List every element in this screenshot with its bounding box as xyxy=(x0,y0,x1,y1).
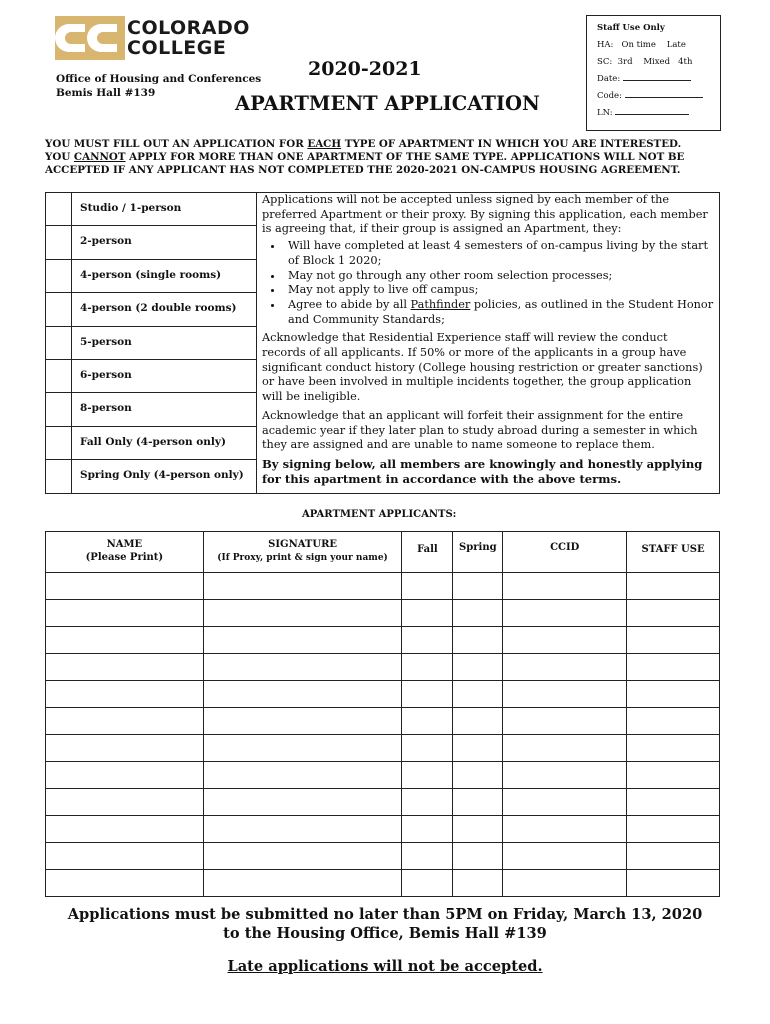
apartment-type-row xyxy=(46,293,256,326)
signing-statement: By signing below, all members are knowingly and honestly applying for this apartment in accordance with the above terms. xyxy=(262,456,703,486)
signature-cell[interactable] xyxy=(203,681,402,708)
name-cell[interactable] xyxy=(46,681,204,708)
signature-cell[interactable] xyxy=(203,573,402,600)
staff-code-row[interactable]: Code: xyxy=(597,88,720,105)
staff-use-cell[interactable] xyxy=(627,600,720,627)
apartment-type-row xyxy=(46,260,256,293)
staff-use-cell[interactable] xyxy=(627,789,720,816)
apartment-type-checkbox[interactable] xyxy=(46,327,72,359)
apartment-type-label: 4-person (2 double rooms) xyxy=(80,302,237,315)
apartment-type-row xyxy=(46,360,256,393)
staff-use-cell[interactable] xyxy=(627,708,720,735)
applicant-row xyxy=(46,681,720,708)
ccid-cell[interactable] xyxy=(503,870,627,897)
fall-cell[interactable] xyxy=(402,735,453,762)
staff-use-cell[interactable] xyxy=(627,681,720,708)
staff-use-cell[interactable] xyxy=(627,573,720,600)
apartment-type-row xyxy=(46,193,256,226)
apartment-type-list xyxy=(46,193,257,493)
office-address: Office of Housing and Conferences Bemis Hall #139 xyxy=(56,73,262,99)
staff-use-cell[interactable] xyxy=(627,870,720,897)
applicant-row xyxy=(46,708,720,735)
spring-cell[interactable] xyxy=(453,654,503,681)
signature-cell[interactable] xyxy=(203,870,402,897)
fall-cell[interactable] xyxy=(402,708,453,735)
ccid-cell[interactable] xyxy=(503,600,627,627)
academic-year: 2020-2021 xyxy=(308,58,422,80)
name-cell[interactable] xyxy=(46,870,204,897)
apartment-type-row xyxy=(46,427,256,460)
name-cell[interactable] xyxy=(46,843,204,870)
staff-ha-row: HA: On time Late xyxy=(597,40,686,50)
staff-use-cell[interactable] xyxy=(627,816,720,843)
apartment-type-label: 8-person xyxy=(80,402,132,415)
spring-cell[interactable] xyxy=(453,600,503,627)
terms-item: • May not go through any other room selection processes; xyxy=(284,269,714,284)
application-terms: Applications will not be accepted unless signed by each member of the preferred Apartment or their proxy. By signing this application, each member is agreeing that, if their group is assigned an Apartment, they: • Will have completed at least 4 semesters of on-campus living by the start of Block 1 2020; • May not go through any other room selection processes; • May not apply to live off campus; • Agree to abide by all Pathfinder policies, as outlined in the Student Honor and Community Standards; Acknowledge that Residential Experience staff will review the conduct records of all applicants. If 50% or more of the applicants in a group have significant conduct history (College housing restriction or greater sanctions) or have been involved in multiple incidents together, the group application will be ineligible. Acknowledge that an applicant will forfeit their assignment for the entire academic year if they later plan to study abroad during a semester in which they are assigned and are unable to name someone to replace them. By signing below, all members are knowingly and honestly applying for this apartment in accordance with the above terms. xyxy=(262,193,714,486)
apartment-type-section xyxy=(45,192,720,494)
staff-ln-row[interactable]: LN: xyxy=(597,105,720,122)
spring-cell[interactable] xyxy=(453,681,503,708)
ccid-cell[interactable] xyxy=(503,762,627,789)
college-logo-text: COLORADO COLLEGE xyxy=(127,17,250,59)
fall-cell[interactable] xyxy=(402,681,453,708)
ccid-cell[interactable] xyxy=(503,708,627,735)
spring-cell[interactable] xyxy=(453,789,503,816)
col-staff-use: STAFF USE xyxy=(627,532,720,573)
fall-cell[interactable] xyxy=(402,843,453,870)
fall-cell[interactable] xyxy=(402,627,453,654)
apartment-type-label: Studio / 1-person xyxy=(80,202,182,214)
name-cell[interactable] xyxy=(46,789,204,816)
fall-cell[interactable] xyxy=(402,600,453,627)
apartment-type-checkbox[interactable] xyxy=(46,260,72,292)
signature-cell[interactable] xyxy=(203,843,402,870)
name-cell[interactable] xyxy=(46,708,204,735)
signature-cell[interactable] xyxy=(203,735,402,762)
apartment-type-checkbox[interactable] xyxy=(46,226,72,258)
spring-cell[interactable] xyxy=(453,843,503,870)
applicants-title: APARTMENT APPLICANTS: xyxy=(302,509,457,520)
name-cell[interactable] xyxy=(46,573,204,600)
applicant-row xyxy=(46,843,720,870)
col-ccid: CCID xyxy=(503,532,627,573)
fall-cell[interactable] xyxy=(402,816,453,843)
application-notice: YOU MUST FILL OUT AN APPLICATION FOR EACH TYPE OF APARTMENT IN WHICH YOU ARE INTERESTED. YOU CANNOT APPLY FOR MORE THAN ONE APARTMENT OF THE SAME TYPE. APPLICATIONS WILL NOT BE ACCEPTED IF ANY APPLICANT HAS NOT COMPLETED THE 2020-2021 ON-CAMPUS HOUSING AGREEMENT. xyxy=(45,138,685,176)
apartment-type-row xyxy=(46,327,256,360)
terms-item: • Will have completed at least 4 semesters of on-campus living by the start of Block 1 2020; xyxy=(284,239,714,268)
apartment-type-row xyxy=(46,226,256,259)
apartment-type-checkbox[interactable] xyxy=(46,393,72,425)
spring-cell[interactable] xyxy=(453,627,503,654)
staff-date-row[interactable]: Date: xyxy=(597,71,720,88)
signature-cell[interactable] xyxy=(203,600,402,627)
signature-cell[interactable] xyxy=(203,627,402,654)
name-cell[interactable] xyxy=(46,627,204,654)
ccid-cell[interactable] xyxy=(503,627,627,654)
spring-cell[interactable] xyxy=(453,762,503,789)
ccid-cell[interactable] xyxy=(503,735,627,762)
late-notice: Late applications will not be accepted. xyxy=(227,958,543,975)
fall-cell[interactable] xyxy=(402,762,453,789)
applicant-row xyxy=(46,627,720,654)
applicant-row xyxy=(46,735,720,762)
apartment-type-label: Fall Only (4-person only) xyxy=(80,435,226,448)
name-cell[interactable] xyxy=(46,735,204,762)
staff-sc-row: SC: 3rd Mixed 4th xyxy=(597,57,693,67)
college-logo-mark-icon xyxy=(55,16,125,60)
signature-cell[interactable] xyxy=(203,816,402,843)
applicant-row xyxy=(46,600,720,627)
signature-cell[interactable] xyxy=(203,654,402,681)
col-spring: Spring xyxy=(453,532,503,573)
signature-cell[interactable] xyxy=(203,708,402,735)
apartment-type-label: 4-person (single rooms) xyxy=(80,268,222,281)
spring-cell[interactable] xyxy=(453,573,503,600)
submission-deadline: Applications must be submitted no later than 5PM on Friday, March 13, 2020 to the Housing Office, Bemis Hall #139 xyxy=(67,906,703,942)
signature-cell[interactable] xyxy=(203,762,402,789)
applicant-row xyxy=(46,870,720,897)
apartment-type-label: 6-person xyxy=(80,369,132,381)
apartment-type-checkbox[interactable] xyxy=(46,460,72,493)
name-cell[interactable] xyxy=(46,816,204,843)
spring-cell[interactable] xyxy=(453,816,503,843)
apartment-type-label: 2-person xyxy=(80,235,132,248)
ccid-cell[interactable] xyxy=(503,843,627,870)
fall-cell[interactable] xyxy=(402,870,453,897)
apartment-type-checkbox[interactable] xyxy=(46,293,72,325)
staff-use-box xyxy=(586,15,721,131)
name-cell[interactable] xyxy=(46,600,204,627)
ccid-cell[interactable] xyxy=(503,789,627,816)
name-cell[interactable] xyxy=(46,654,204,681)
apartment-type-checkbox[interactable] xyxy=(46,193,72,225)
spring-cell[interactable] xyxy=(453,708,503,735)
signature-cell[interactable] xyxy=(203,789,402,816)
spring-cell[interactable] xyxy=(453,735,503,762)
apartment-type-label: 5-person xyxy=(80,335,132,348)
apartment-type-checkbox[interactable] xyxy=(46,427,72,459)
applicant-row xyxy=(46,816,720,843)
staff-use-cell[interactable] xyxy=(627,762,720,789)
ccid-cell[interactable] xyxy=(503,681,627,708)
staff-use-cell[interactable] xyxy=(627,843,720,870)
ccid-cell[interactable] xyxy=(503,573,627,600)
staff-use-title: Staff Use Only xyxy=(597,23,665,33)
applicant-row xyxy=(46,654,720,681)
terms-item: • May not apply to live off campus; xyxy=(284,283,714,298)
col-fall: Fall xyxy=(402,532,453,573)
col-signature: SIGNATURE (If Proxy, print & sign your name) xyxy=(203,532,402,573)
apartment-type-label: Spring Only (4-person only) xyxy=(80,469,244,482)
ccid-cell[interactable] xyxy=(503,816,627,843)
staff-use-cell[interactable] xyxy=(627,735,720,762)
college-logo xyxy=(55,16,250,60)
applicant-row xyxy=(46,789,720,816)
staff-use-cell[interactable] xyxy=(627,654,720,681)
spring-cell[interactable] xyxy=(453,870,503,897)
applicant-row xyxy=(46,762,720,789)
terms-item: • Agree to abide by all Pathfinder policies, as outlined in the Student Honor and Community Standards; xyxy=(284,298,714,327)
fall-cell[interactable] xyxy=(402,789,453,816)
col-name: NAME (Please Print) xyxy=(46,532,204,573)
apartment-type-checkbox[interactable] xyxy=(46,360,72,392)
staff-use-cell[interactable] xyxy=(627,627,720,654)
apartment-type-row xyxy=(46,460,256,493)
ccid-cell[interactable] xyxy=(503,654,627,681)
fall-cell[interactable] xyxy=(402,573,453,600)
page-title: APARTMENT APPLICATION xyxy=(235,92,540,115)
fall-cell[interactable] xyxy=(402,654,453,681)
applicants-table xyxy=(45,531,720,897)
applicant-row xyxy=(46,573,720,600)
name-cell[interactable] xyxy=(46,762,204,789)
apartment-type-row xyxy=(46,393,256,426)
